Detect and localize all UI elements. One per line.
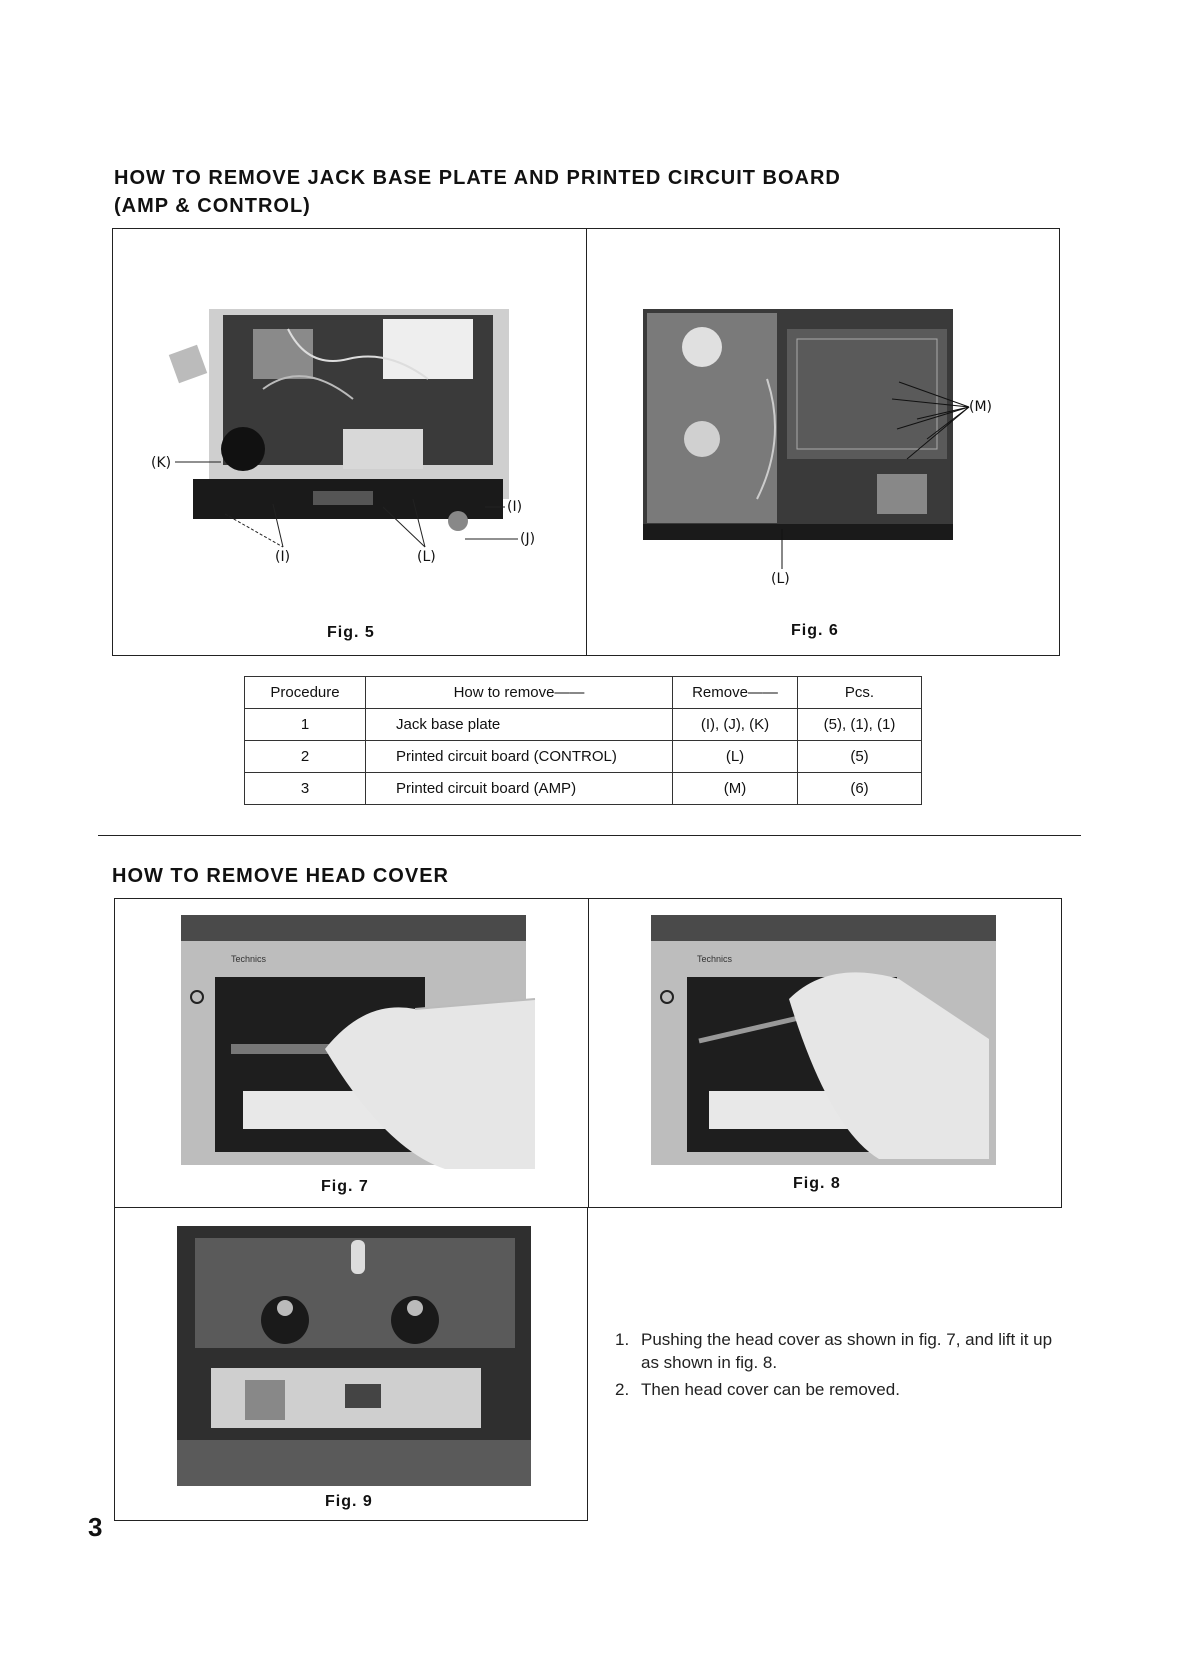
step-number: 2. bbox=[615, 1380, 630, 1399]
fig8-photo bbox=[589, 899, 1061, 1207]
cell-how: Printed circuit board (AMP) bbox=[366, 773, 673, 805]
table-row bbox=[245, 773, 922, 805]
page-number: 3 bbox=[88, 1512, 103, 1542]
fig6-caption: Fig. 6 bbox=[791, 622, 839, 639]
step-text: Then head cover can be removed. bbox=[641, 1380, 900, 1399]
header-remove: Remove—— bbox=[673, 677, 798, 709]
figure-box-9 bbox=[114, 1207, 588, 1521]
fig5-callout-l: (L) bbox=[417, 549, 436, 565]
fig5-caption: Fig. 5 bbox=[327, 624, 375, 641]
fig5-callout-i-right: (I) bbox=[507, 499, 523, 515]
cell-how: Printed circuit board (CONTROL) bbox=[366, 741, 673, 773]
fig5-photo bbox=[113, 229, 587, 655]
section-title-head-cover: HOW TO REMOVE HEAD COVER bbox=[112, 865, 449, 887]
fig9-caption: Fig. 9 bbox=[325, 1493, 373, 1510]
step-text: Pushing the head cover as shown in fig. 7, and lift it up as shown in fig. 8. bbox=[641, 1330, 1053, 1372]
fig7-brand: Technics bbox=[231, 954, 267, 964]
cell-procedure: 2 bbox=[245, 741, 366, 773]
header-pcs: Pcs. bbox=[798, 677, 922, 709]
cell-pcs: (5), (1), (1) bbox=[798, 709, 922, 741]
header-procedure: Procedure bbox=[245, 677, 366, 709]
fig5-cell bbox=[113, 229, 587, 655]
fig6-cell bbox=[587, 229, 1059, 655]
cell-how: Jack base plate bbox=[366, 709, 673, 741]
fig7-cell bbox=[115, 899, 589, 1207]
fig7-caption: Fig. 7 bbox=[321, 1178, 369, 1195]
fig5-callout-i-bottom: (I) bbox=[275, 549, 291, 565]
cell-remove: (M) bbox=[673, 773, 798, 805]
figure-box-7-8 bbox=[114, 898, 1062, 1208]
cell-remove: (L) bbox=[673, 741, 798, 773]
section-title-jack-base bbox=[114, 164, 841, 220]
cell-procedure: 1 bbox=[245, 709, 366, 741]
list-item bbox=[615, 1328, 1065, 1374]
fig7-photo bbox=[115, 899, 589, 1207]
list-item bbox=[615, 1378, 1065, 1401]
cell-pcs: (5) bbox=[798, 741, 922, 773]
cell-procedure: 3 bbox=[245, 773, 366, 805]
fig5-callout-j: (J) bbox=[520, 531, 536, 547]
fig8-cell bbox=[589, 899, 1061, 1207]
section-divider bbox=[98, 835, 1081, 836]
fig8-brand: Technics bbox=[697, 954, 733, 964]
fig6-callout-l: (L) bbox=[771, 571, 790, 587]
title-line-1: HOW TO REMOVE JACK BASE PLATE AND PRINTED CIRCUIT BOARD bbox=[114, 167, 841, 189]
fig9-photo bbox=[115, 1208, 587, 1520]
cell-remove: (I), (J), (K) bbox=[673, 709, 798, 741]
fig6-callout-m: (M) bbox=[969, 399, 993, 415]
fig6-photo bbox=[587, 229, 1059, 655]
instruction-steps bbox=[615, 1328, 1065, 1405]
cell-pcs: (6) bbox=[798, 773, 922, 805]
header-how-to-remove: How to remove—— bbox=[366, 677, 673, 709]
procedure-table bbox=[244, 676, 922, 805]
fig5-callout-k: (K) bbox=[151, 455, 172, 471]
fig8-caption: Fig. 8 bbox=[793, 1175, 841, 1192]
table-row bbox=[245, 709, 922, 741]
table-header-row bbox=[245, 677, 922, 709]
title-line-2: (AMP & CONTROL) bbox=[114, 195, 311, 217]
step-number: 1. bbox=[615, 1330, 630, 1349]
figure-box-5-6 bbox=[112, 228, 1060, 656]
table-row bbox=[245, 741, 922, 773]
